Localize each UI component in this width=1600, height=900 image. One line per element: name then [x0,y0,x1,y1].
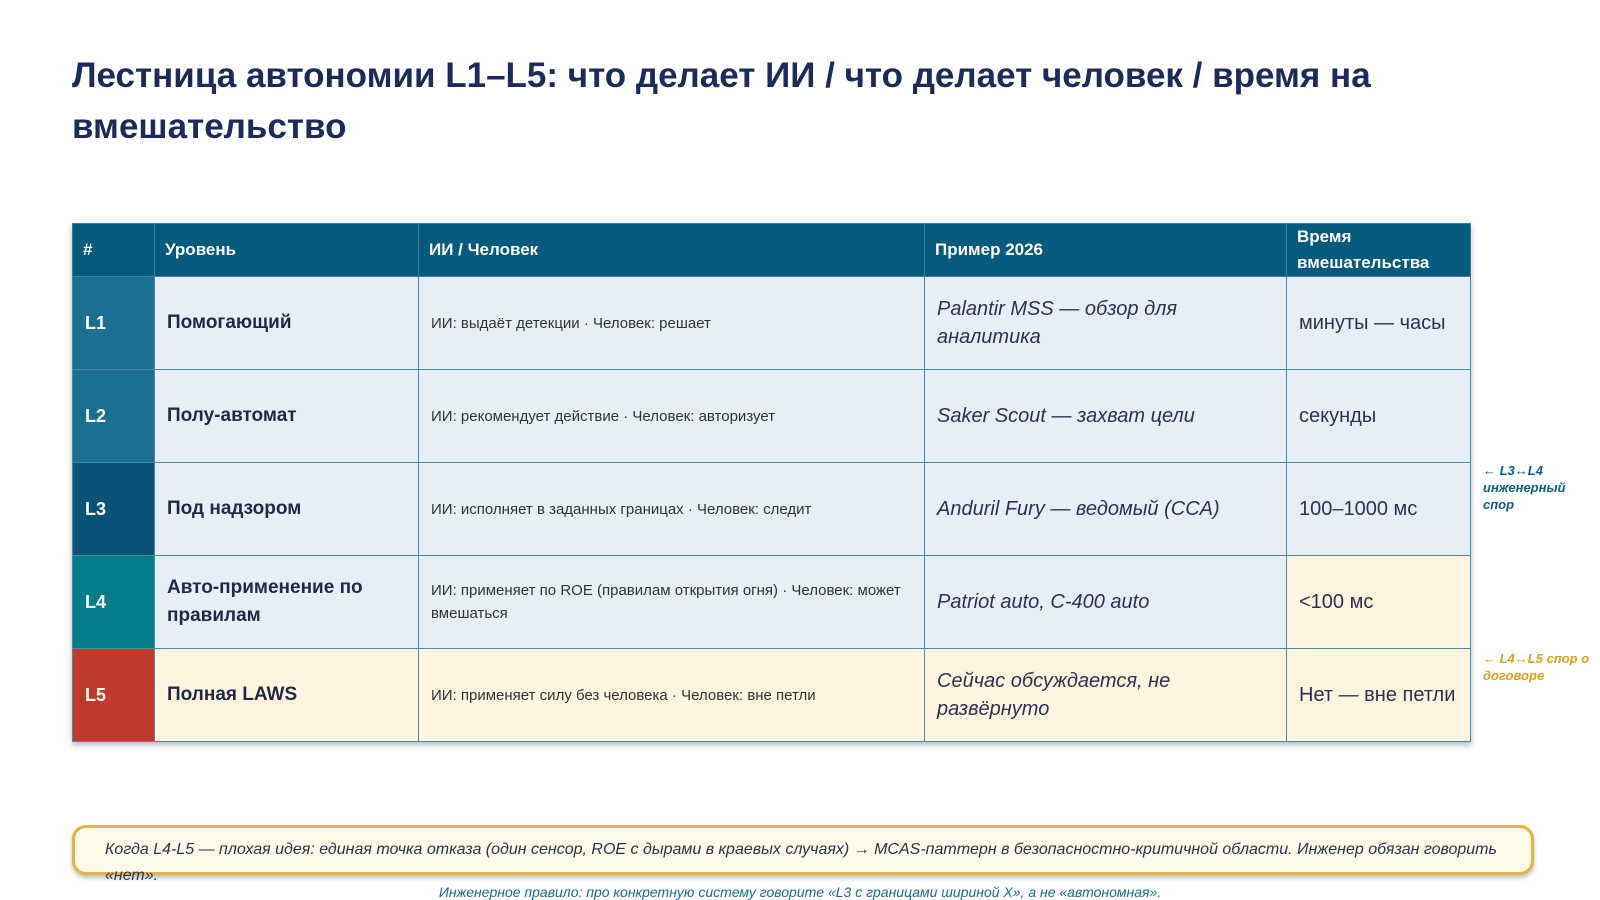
level-name: Авто-применение по правилам [155,556,419,649]
level-name: Полная LAWS [155,649,419,742]
header-num: # [73,224,155,277]
example-2026: Anduril Fury — ведомый (CCA) [925,463,1287,556]
header-example: Пример 2026 [925,224,1287,277]
ai-human-roles: ИИ: выдаёт детекции · Человек: решает [419,277,925,370]
intervention-time: 100–1000 мс [1287,463,1471,556]
example-2026: Saker Scout — захват цели [925,370,1287,463]
ai-human-roles: ИИ: исполняет в заданных границах · Человек: следит [419,463,925,556]
intervention-time: секунды [1287,370,1471,463]
level-number: L4 [73,556,155,649]
intervention-time: Нет — вне петли [1287,649,1471,742]
ai-human-roles: ИИ: применяет силу без человека · Человек: вне петли [419,649,925,742]
intervention-time: минуты — часы [1287,277,1471,370]
level-number: L2 [73,370,155,463]
level-number: L3 [73,463,155,556]
table-header-row [73,224,1471,277]
header-level: Уровень [155,224,419,277]
level-name: Полу-автомат [155,370,419,463]
header-intervention-time: Время вмешательства [1287,224,1471,277]
example-2026: Palantir MSS — обзор для аналитика [925,277,1287,370]
example-2026: Сейчас обсуждается, не развёрнуто [925,649,1287,742]
header-ai-human: ИИ / Человек [419,224,925,277]
page-title: Лестница автономии L1–L5: что делает ИИ / что делает человек / время на вмешательство [72,56,1371,146]
level-name: Под надзором [155,463,419,556]
footer-rule: Инженерное правило: про конкретную систему говорите «L3 с границами шириной X», а не «автономная». [438,884,1162,900]
level-name: Помогающий [155,277,419,370]
table-row [73,556,1471,649]
side-note-l4-l5: ← L4↔L5 спор о договоре [1483,651,1590,683]
intervention-time: <100 мс [1287,556,1471,649]
table-row [73,370,1471,463]
example-2026: Patriot auto, С-400 auto [925,556,1287,649]
ai-human-roles: ИИ: применяет по ROE (правилам открытия огня) · Человек: может вмешаться [419,556,925,649]
table-row [73,649,1471,742]
ai-human-roles: ИИ: рекомендует действие · Человек: авторизует [419,370,925,463]
table-row [73,463,1471,556]
autonomy-ladder-table [72,223,1471,742]
level-number: L1 [73,277,155,370]
side-note-l3-l4: ← L3↔L4 инженерный спор [1483,463,1566,512]
warning-callout: Когда L4-L5 — плохая идея: единая точка отказа (один сенсор, ROE с дырами в краевых случаях) → MCAS-паттерн в безопасностно-критичной области. Инженер обязан говорить «нет». [72,825,1534,875]
table-row [73,277,1471,370]
level-number: L5 [73,649,155,742]
